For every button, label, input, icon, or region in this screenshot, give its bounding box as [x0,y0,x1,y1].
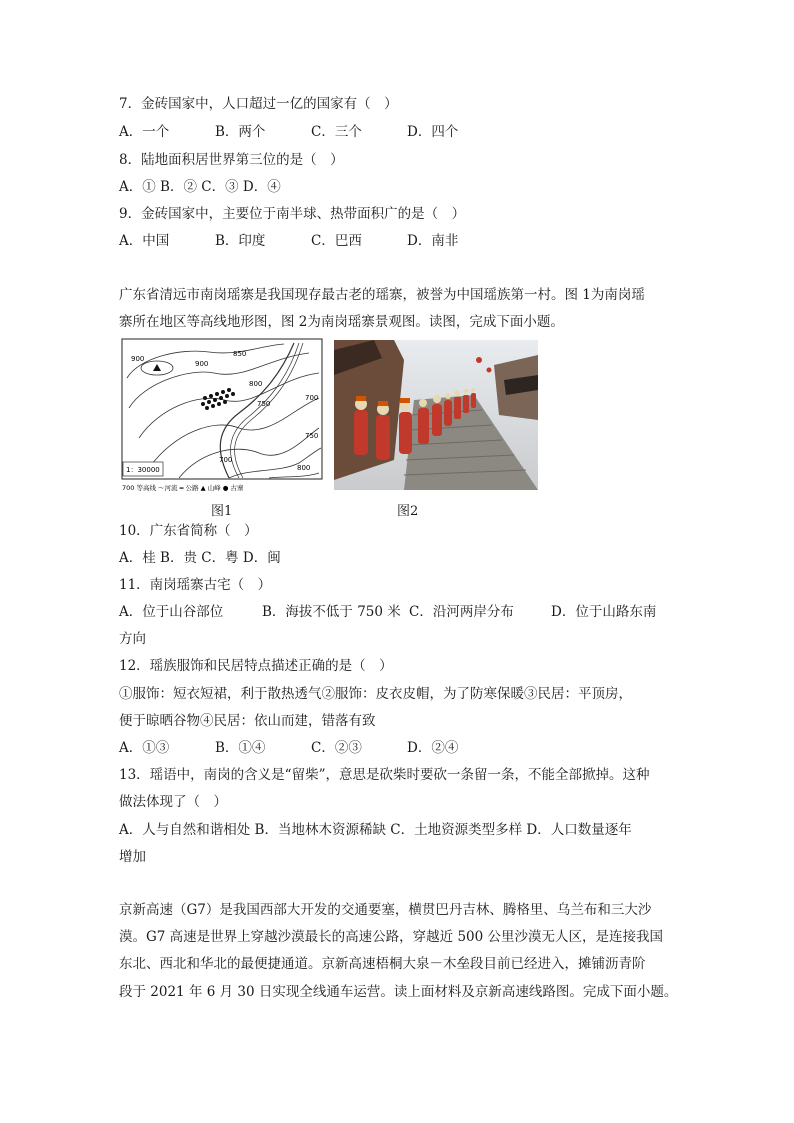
intro1-line1: 广东省清远市南岗瑶寨是我国现存最古老的瑶寨，被誉为中国瑶族第一村。图 1为南岗瑶 [119,287,645,303]
contour-label: 800 [297,464,311,472]
q7-option-b: B．两个 [215,124,266,140]
q7-option-d: D．四个 [407,124,459,140]
contour-label: 750 [305,432,319,440]
contour-label: 700 [219,456,233,464]
q9-option-a: A．中国 [119,233,170,249]
q10-options: A．桂 B．贵 C．粤 D．闽 [119,550,281,566]
q7-option-c: C．三个 [311,124,362,140]
q7-stem: 7．金砖国家中，人口超过一亿的国家有（ ） [119,96,398,112]
q13-stem-line2: 做法体现了（ ） [119,794,227,810]
intro1-line2: 寨所在地区等高线地形图，图 2为南岗瑶寨景观图。读图，完成下面小题。 [119,314,564,330]
q12-option-b: B．①④ [215,740,266,756]
figure1-caption: 图1 [211,504,233,519]
contour-label: 900 [131,355,145,363]
q12-desc-line2: 便于晾晒谷物④民居：依山而建，错落有致 [119,713,376,729]
q11-option-b: B．海拔不低于 750 米 [262,604,401,620]
figure2-village-photo [334,340,538,490]
intro2-line3: 东北、西北和华北的最便捷通道。京新高速梧桐大泉－木垒段目前已经进入，摊铺沥青阶 [119,956,646,972]
intro2-line2: 漠。G7 高速是世界上穿越沙漠最长的高速公路，穿越近 500 公里沙漠无人区，是连接我国 [119,929,664,945]
q11-option-d-cont: 方向 [119,631,146,647]
q11-option-c: C．沿河两岸分布 [409,604,514,620]
q11-stem: 11．南岗瑶寨古宅（ ） [119,577,272,593]
q12-stem: 12．瑶族服饰和民居特点描述正确的是（ ） [119,658,393,674]
intro2-line4: 段于 2021 年 6 月 30 日实现全线通车运营。读上面材料及京新高速线路图。完成下面小题。 [119,984,678,1000]
q12-option-a: A．①③ [119,740,170,756]
q12-desc-line1: ①服饰：短衣短裙，利于散热透气②服饰：皮衣皮帽，为了防寒保暖③民居：平顶房， [119,686,632,702]
contour-label: 800 [249,380,263,388]
contour-label: 850 [233,350,247,358]
map-legend: 700 等高线 ～河流 ═ 公路 ▲ 山峰 ● 古寨 [122,484,244,492]
q10-stem: 10．广东省简称（ ） [119,523,258,539]
map-scale: 1：30000 [126,466,160,474]
contour-label: 750 [257,400,271,408]
q9-option-d: D．南非 [407,233,459,249]
q8-options: A．① B．② C．③ D．④ [119,179,281,195]
contour-label: 700 [305,394,319,402]
q11-option-a: A．位于山谷部位 [119,604,224,620]
intro2-line1: 京新高速（G7）是我国西部大开发的交通要塞，横贯巴丹吉林、腾格里、乌兰布和三大沙 [119,902,652,918]
figure2-caption: 图2 [397,504,419,519]
q9-option-b: B．印度 [215,233,266,249]
q13-options-line1: A．人与自然和谐相处 B．当地林木资源稀缺 C．土地资源类型多样 D．人口数量逐年 [119,822,632,838]
q13-stem-line1: 13．瑶语中，南岗的含义是“留柴”，意思是砍柴时要砍一条留一条，不能全部掀掉。这种 [119,767,650,783]
q12-option-c: C．②③ [311,740,362,756]
q8-stem: 8．陆地面积居世界第三位的是（ ） [119,152,344,168]
q11-option-d: D．位于山路东南 [551,604,657,620]
q9-stem: 9．金砖国家中，主要位于南半球、热带面积广的是（ ） [119,206,466,222]
q7-option-a: A．一个 [119,124,170,140]
q9-option-c: C．巴西 [311,233,362,249]
figure1-contour-map [119,338,325,498]
q12-option-d: D．②④ [407,740,459,756]
q13-options-line2: 增加 [119,849,146,865]
contour-label: 900 [195,360,209,368]
